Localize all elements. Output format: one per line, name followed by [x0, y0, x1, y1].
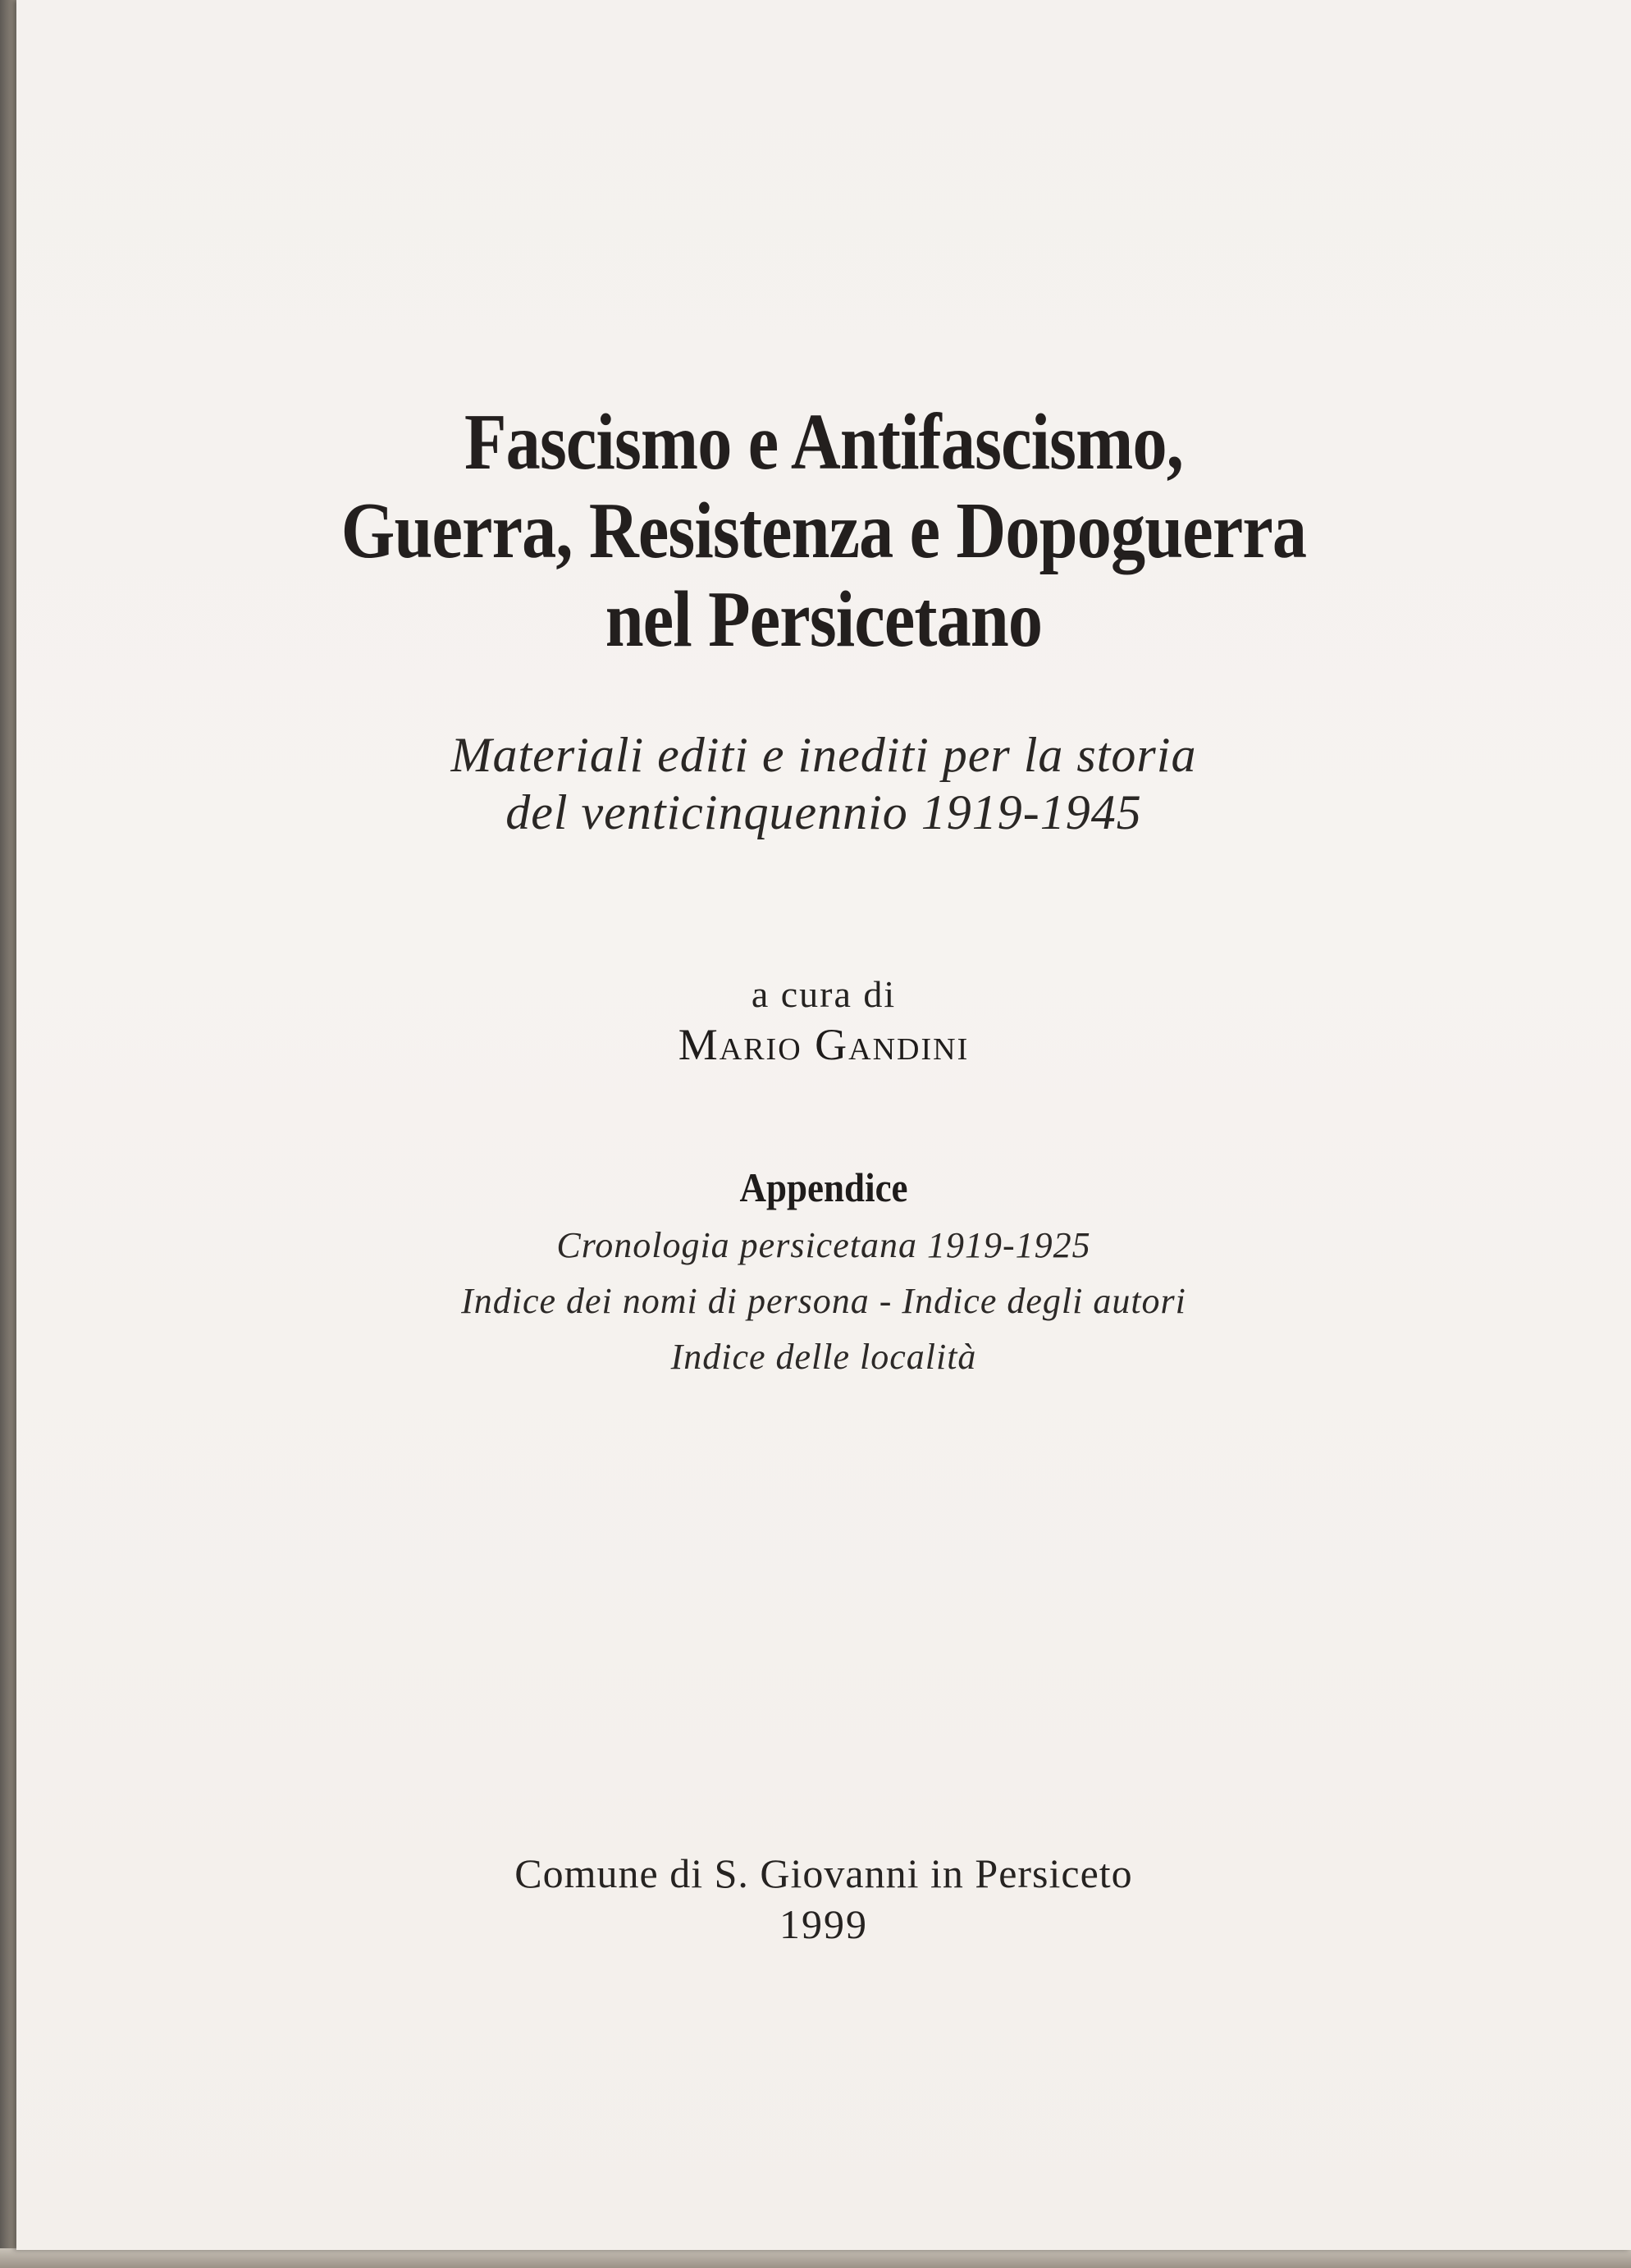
appendix-item: Cronologia persicetana 1919-1925: [556, 1225, 1091, 1265]
appendix-item: Indice delle località: [670, 1337, 977, 1377]
publisher: Comune di S. Giovanni in Persiceto: [514, 1850, 1133, 1896]
appendix-list: [16, 1218, 1631, 1385]
book-subtitle-line: Materiali editi e inediti per la storia: [450, 728, 1197, 782]
publication-year: 1999: [779, 1901, 868, 1947]
appendix-item: Indice dei nomi di persona - Indice degli autori: [461, 1281, 1186, 1321]
title-page: [16, 0, 1631, 2250]
book-title: [130, 398, 1518, 664]
book-subtitle: [16, 726, 1631, 841]
curator-label: a cura di: [751, 973, 897, 1015]
curator-name: Mario Gandini: [678, 1020, 970, 1069]
book-subtitle-line: del venticinquennio 1919-1945: [505, 785, 1142, 839]
book-title-line: Guerra, Resistenza e Dopoguerra: [340, 487, 1307, 575]
book-title-line: nel Persicetano: [605, 575, 1043, 664]
appendix-heading: Appendice: [739, 1164, 908, 1210]
book-title-line: Fascismo e Antifascismo,: [464, 398, 1183, 487]
background-surface-bottom: [0, 2248, 1631, 2268]
